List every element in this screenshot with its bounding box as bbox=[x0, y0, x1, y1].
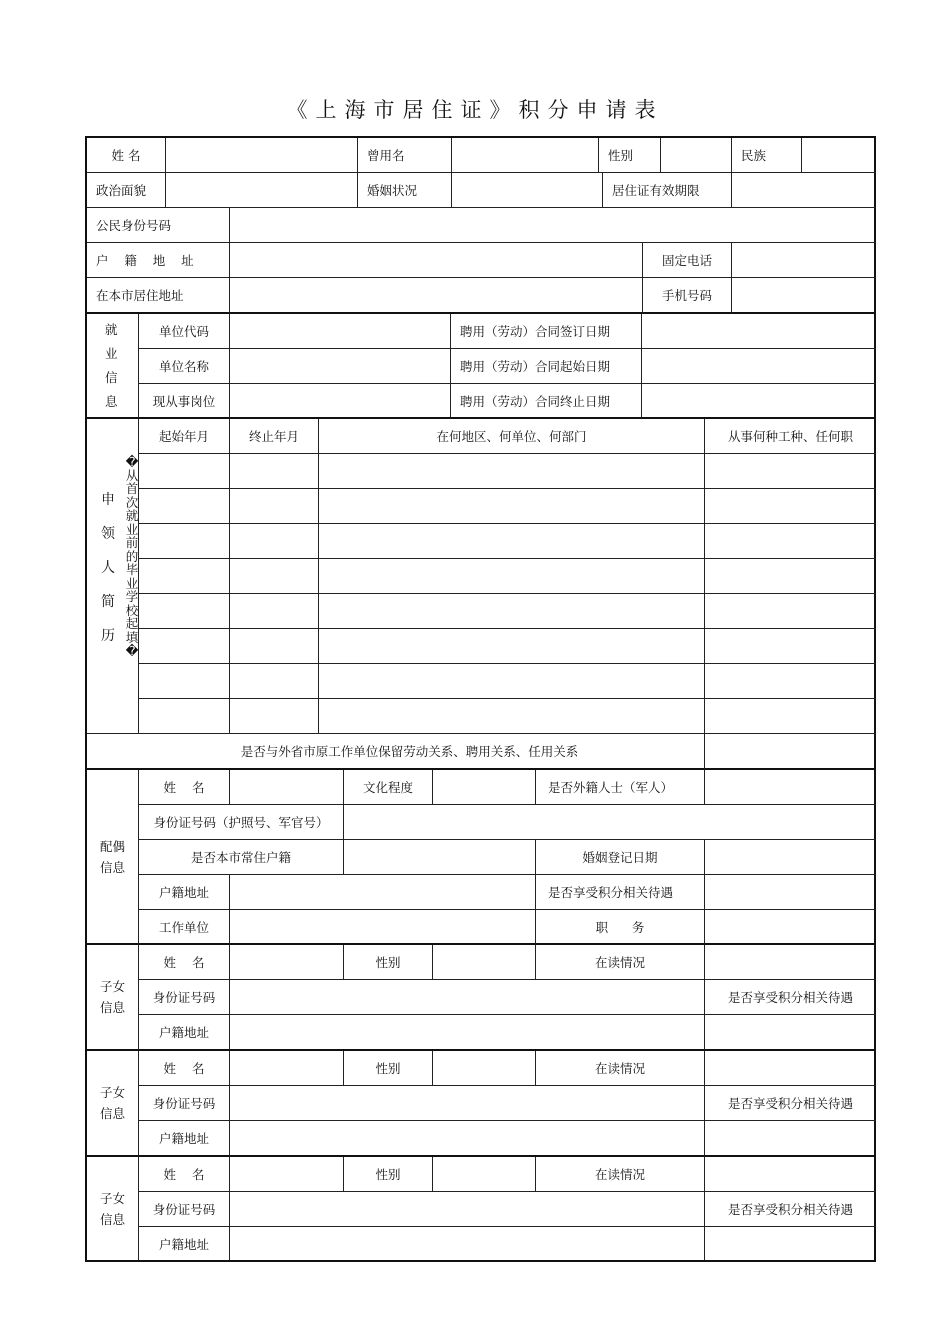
label-unit-name: 单位名称 bbox=[139, 349, 230, 384]
resume-cell[interactable] bbox=[230, 594, 319, 629]
label-child-id: 身份证号码 bbox=[139, 1192, 230, 1227]
label-child-gender: 性别 bbox=[344, 1051, 433, 1086]
resume-cell[interactable] bbox=[139, 664, 230, 699]
label-child-hukou: 户籍地址 bbox=[139, 1121, 230, 1157]
label-hukou-address: 户 籍 地 址 bbox=[87, 243, 230, 278]
child-section-line1: 子女 bbox=[99, 1085, 125, 1100]
label-contract-sign: 聘用（劳动）合同签订日期 bbox=[451, 314, 642, 349]
label-name: 姓 名 bbox=[87, 138, 166, 173]
resume-cell[interactable] bbox=[705, 454, 876, 489]
field-spouse-work-unit[interactable] bbox=[230, 910, 536, 945]
resume-cell[interactable] bbox=[319, 489, 705, 524]
spouse-section-line2: 信息 bbox=[99, 859, 125, 875]
child-section-line2: 信息 bbox=[99, 1106, 125, 1121]
label-landline: 固定电话 bbox=[643, 243, 732, 278]
field-spouse-name[interactable] bbox=[230, 770, 344, 805]
resume-cell[interactable] bbox=[230, 629, 319, 664]
resume-cell[interactable] bbox=[319, 594, 705, 629]
field-child-id[interactable] bbox=[230, 980, 705, 1015]
field-spouse-foreigner[interactable] bbox=[705, 770, 876, 805]
field-contract-start[interactable] bbox=[642, 349, 876, 384]
field-child-benefit[interactable] bbox=[705, 1227, 876, 1260]
field-child-schooling[interactable] bbox=[705, 1157, 876, 1192]
field-mobile[interactable] bbox=[732, 278, 876, 314]
label-child-name: 姓 名 bbox=[139, 945, 230, 980]
resume-header-end: 终止年月 bbox=[230, 419, 319, 454]
resume-cell[interactable] bbox=[319, 524, 705, 559]
resume-cell[interactable] bbox=[705, 489, 876, 524]
field-landline[interactable] bbox=[732, 243, 876, 278]
field-child-name[interactable] bbox=[230, 945, 344, 980]
application-form bbox=[85, 136, 876, 1262]
resume-cell[interactable] bbox=[319, 454, 705, 489]
label-child-gender: 性别 bbox=[344, 945, 433, 980]
label-child-gender: 性别 bbox=[344, 1157, 433, 1192]
label-child-hukou: 户籍地址 bbox=[139, 1015, 230, 1051]
field-local-address[interactable] bbox=[230, 278, 643, 314]
resume-cell[interactable] bbox=[230, 454, 319, 489]
resume-cell[interactable] bbox=[230, 559, 319, 594]
label-contract-end: 聘用（劳动）合同终止日期 bbox=[451, 384, 642, 419]
resume-cell[interactable] bbox=[230, 489, 319, 524]
field-permit-validity[interactable] bbox=[732, 173, 876, 208]
field-spouse-marriage-date[interactable] bbox=[705, 840, 876, 875]
resume-cell[interactable] bbox=[319, 629, 705, 664]
label-gender: 性别 bbox=[599, 138, 661, 173]
field-retain-question[interactable] bbox=[705, 734, 876, 770]
field-unit-name[interactable] bbox=[230, 349, 451, 384]
field-spouse-hukou[interactable] bbox=[230, 875, 536, 910]
label-spouse-id: 身份证号码（护照号、军官号） bbox=[139, 805, 344, 840]
label-child-hukou: 户籍地址 bbox=[139, 1227, 230, 1260]
field-former-name[interactable] bbox=[452, 138, 599, 173]
section-employment: 就业信息 bbox=[87, 314, 139, 419]
label-spouse-work-unit: 工作单位 bbox=[139, 910, 230, 945]
spouse-section-line1: 配偶 bbox=[99, 838, 125, 854]
resume-cell[interactable] bbox=[319, 664, 705, 699]
resume-cell[interactable] bbox=[139, 454, 230, 489]
section-child-3 bbox=[87, 1157, 139, 1260]
field-spouse-benefit[interactable] bbox=[705, 875, 876, 910]
field-name[interactable] bbox=[166, 138, 358, 173]
resume-cell[interactable] bbox=[139, 699, 230, 734]
field-spouse-local-hukou[interactable] bbox=[344, 840, 536, 875]
label-mobile: 手机号码 bbox=[643, 278, 732, 314]
resume-cell[interactable] bbox=[705, 594, 876, 629]
field-id-number[interactable] bbox=[230, 208, 876, 243]
label-position: 现从事岗位 bbox=[139, 384, 230, 419]
label-child-benefit: 是否享受积分相关待遇 bbox=[705, 980, 876, 1015]
label-id-number: 公民身份号码 bbox=[87, 208, 230, 243]
field-child-benefit[interactable] bbox=[705, 1121, 876, 1157]
field-child-id[interactable] bbox=[230, 1086, 705, 1121]
field-position[interactable] bbox=[230, 384, 451, 419]
resume-cell[interactable] bbox=[139, 629, 230, 664]
label-child-name: 姓 名 bbox=[139, 1157, 230, 1192]
field-child-hukou[interactable] bbox=[230, 1121, 705, 1157]
field-child-schooling[interactable] bbox=[705, 1051, 876, 1086]
resume-cell[interactable] bbox=[705, 524, 876, 559]
label-child-id: 身份证号码 bbox=[139, 1086, 230, 1121]
label-spouse-local-hukou: 是否本市常住户籍 bbox=[139, 840, 344, 875]
field-spouse-id[interactable] bbox=[344, 805, 876, 840]
field-hukou-address[interactable] bbox=[230, 243, 643, 278]
label-child-schooling: 在读情况 bbox=[536, 1157, 705, 1192]
resume-cell[interactable] bbox=[319, 559, 705, 594]
resume-cell[interactable] bbox=[139, 524, 230, 559]
field-child-hukou[interactable] bbox=[230, 1227, 705, 1260]
field-contract-sign[interactable] bbox=[642, 314, 876, 349]
field-gender[interactable] bbox=[661, 138, 732, 173]
field-child-hukou[interactable] bbox=[230, 1015, 705, 1051]
label-ethnicity: 民族 bbox=[732, 138, 802, 173]
section-resume bbox=[87, 419, 139, 734]
field-marital[interactable] bbox=[452, 173, 603, 208]
label-retain-question: 是否与外省市原工作单位保留劳动关系、聘用关系、任用关系 bbox=[87, 734, 705, 770]
resume-cell[interactable] bbox=[705, 629, 876, 664]
label-permit-validity: 居住证有效期限 bbox=[603, 173, 732, 208]
label-child-id: 身份证号码 bbox=[139, 980, 230, 1015]
field-child-name[interactable] bbox=[230, 1157, 344, 1192]
label-contract-start: 聘用（劳动）合同起始日期 bbox=[451, 349, 642, 384]
resume-cell[interactable] bbox=[705, 664, 876, 699]
label-spouse-marriage-date: 婚姻登记日期 bbox=[536, 840, 705, 875]
label-marital: 婚姻状况 bbox=[358, 173, 452, 208]
label-child-schooling: 在读情况 bbox=[536, 945, 705, 980]
label-spouse-foreigner: 是否外籍人士（军人） bbox=[536, 770, 705, 805]
resume-header-unit: 在何地区、何单位、何部门 bbox=[319, 419, 705, 454]
resume-header-job: 从事何种工种、任何职 bbox=[705, 419, 876, 454]
label-child-name: 姓 名 bbox=[139, 1051, 230, 1086]
label-spouse-benefit: 是否享受积分相关待遇 bbox=[536, 875, 705, 910]
label-unit-code: 单位代码 bbox=[139, 314, 230, 349]
field-ethnicity[interactable] bbox=[802, 138, 876, 173]
child-section-line2: 信息 bbox=[99, 1211, 125, 1227]
resume-cell[interactable] bbox=[139, 489, 230, 524]
label-spouse-education: 文化程度 bbox=[344, 770, 433, 805]
label-spouse-job-title: 职 务 bbox=[536, 910, 705, 945]
resume-cell[interactable] bbox=[230, 524, 319, 559]
form-title: 《上海市居住证》积分申请表 bbox=[286, 98, 664, 122]
field-unit-code[interactable] bbox=[230, 314, 451, 349]
field-child-gender[interactable] bbox=[433, 1051, 536, 1086]
resume-cell[interactable] bbox=[139, 559, 230, 594]
label-child-benefit: 是否享受积分相关待遇 bbox=[705, 1086, 876, 1121]
section-spouse bbox=[87, 770, 139, 945]
label-political: 政治面貌 bbox=[87, 173, 166, 208]
child-section-line2: 信息 bbox=[99, 1000, 125, 1015]
label-spouse-name: 姓 名 bbox=[139, 770, 230, 805]
field-spouse-job-title[interactable] bbox=[705, 910, 876, 945]
field-child-benefit[interactable] bbox=[705, 1015, 876, 1051]
field-contract-end[interactable] bbox=[642, 384, 876, 419]
field-political[interactable] bbox=[166, 173, 358, 208]
field-child-id[interactable] bbox=[230, 1192, 705, 1227]
field-child-name[interactable] bbox=[230, 1051, 344, 1086]
label-child-schooling: 在读情况 bbox=[536, 1051, 705, 1086]
resume-cell[interactable] bbox=[230, 664, 319, 699]
resume-header-start: 起始年月 bbox=[139, 419, 230, 454]
child-section-line1: 子女 bbox=[99, 979, 125, 994]
resume-cell[interactable] bbox=[230, 699, 319, 734]
field-child-gender[interactable] bbox=[433, 945, 536, 980]
label-spouse-hukou: 户籍地址 bbox=[139, 875, 230, 910]
field-child-schooling[interactable] bbox=[705, 945, 876, 980]
resume-cell[interactable] bbox=[319, 699, 705, 734]
resume-cell[interactable] bbox=[705, 699, 876, 734]
resume-cell[interactable] bbox=[139, 594, 230, 629]
child-section-line1: 子女 bbox=[99, 1190, 125, 1206]
label-child-benefit: 是否享受积分相关待遇 bbox=[705, 1192, 876, 1227]
field-spouse-education[interactable] bbox=[433, 770, 536, 805]
section-child-1 bbox=[87, 945, 139, 1051]
label-local-address: 在本市居住地址 bbox=[87, 278, 230, 314]
resume-section-label: 申领人简历 bbox=[101, 492, 115, 644]
section-child-2 bbox=[87, 1051, 139, 1157]
label-former-name: 曾用名 bbox=[358, 138, 452, 173]
resume-note: �从首次就业前的毕业学校起填� bbox=[125, 454, 139, 658]
resume-cell[interactable] bbox=[705, 559, 876, 594]
field-child-gender[interactable] bbox=[433, 1157, 536, 1192]
